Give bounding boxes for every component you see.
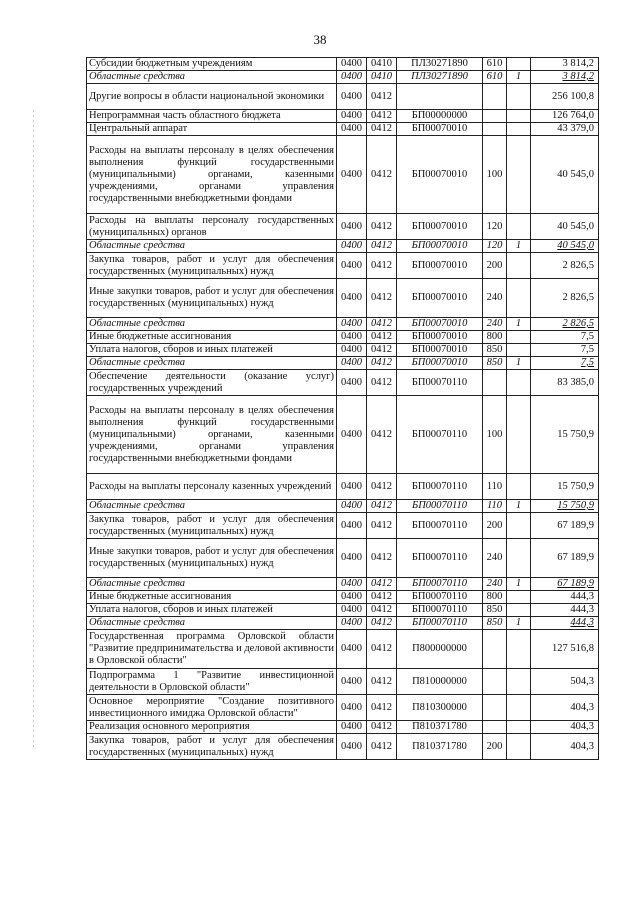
subsection-code-cell: 0412 <box>367 318 397 331</box>
funding-source-cell: 1 <box>507 318 531 331</box>
funding-source-cell <box>507 721 531 734</box>
row-name-cell: Центральный аппарат <box>87 123 337 136</box>
section-code-cell: 0400 <box>337 253 367 279</box>
row-name-cell: Непрограммная часть областного бюджета <box>87 110 337 123</box>
subsection-code-cell: 0412 <box>367 357 397 370</box>
expense-type-cell: 100 <box>483 136 507 214</box>
table-row <box>87 58 599 71</box>
table-row <box>87 500 599 513</box>
section-code-cell: 0400 <box>337 734 367 760</box>
table-row <box>87 474 599 500</box>
subsection-code-cell: 0412 <box>367 240 397 253</box>
table-row <box>87 123 599 136</box>
expense-type-cell: 610 <box>483 71 507 84</box>
table-row <box>87 669 599 695</box>
row-name-cell: Иные закупки товаров, работ и услуг для обеспечения государственных (муниципальных) нужд <box>87 279 337 318</box>
expense-type-cell: 610 <box>483 58 507 71</box>
subsection-code-cell: 0412 <box>367 344 397 357</box>
target-article-cell: БП00070110 <box>397 396 483 474</box>
row-name-cell: Областные средства <box>87 240 337 253</box>
row-name-cell: Государственная программа Орловской области "Развитие предпринимательства и деловой активности в Орловской области" <box>87 630 337 669</box>
amount-cell: 15 750,9 <box>531 396 599 474</box>
subsection-code-cell: 0412 <box>367 591 397 604</box>
subsection-code-cell: 0412 <box>367 123 397 136</box>
amount-cell: 7,5 <box>531 331 599 344</box>
target-article-cell: П810371780 <box>397 734 483 760</box>
expense-type-cell <box>483 721 507 734</box>
amount-cell: 444,3 <box>531 591 599 604</box>
amount-cell: 2 826,5 <box>531 318 599 331</box>
target-article-cell: БП00070010 <box>397 279 483 318</box>
expense-type-cell: 240 <box>483 539 507 578</box>
amount-cell: 126 764,0 <box>531 110 599 123</box>
target-article-cell: БП00070010 <box>397 214 483 240</box>
funding-source-cell <box>507 591 531 604</box>
row-name-cell: Областные средства <box>87 500 337 513</box>
section-code-cell: 0400 <box>337 110 367 123</box>
amount-cell: 15 750,9 <box>531 500 599 513</box>
section-code-cell: 0400 <box>337 357 367 370</box>
budget-table <box>86 57 599 760</box>
funding-source-cell <box>507 136 531 214</box>
table-row <box>87 253 599 279</box>
subsection-code-cell: 0412 <box>367 110 397 123</box>
table-row <box>87 630 599 669</box>
target-article-cell: БП00070110 <box>397 474 483 500</box>
table-row <box>87 136 599 214</box>
table-row <box>87 370 599 396</box>
section-code-cell: 0400 <box>337 214 367 240</box>
section-code-cell: 0400 <box>337 318 367 331</box>
table-row <box>87 279 599 318</box>
amount-cell: 3 814,2 <box>531 71 599 84</box>
table-row <box>87 357 599 370</box>
funding-source-cell <box>507 84 531 110</box>
amount-cell: 444,3 <box>531 604 599 617</box>
amount-cell: 43 379,0 <box>531 123 599 136</box>
table-row <box>87 513 599 539</box>
row-name-cell: Другие вопросы в области национальной экономики <box>87 84 337 110</box>
amount-cell: 67 189,9 <box>531 578 599 591</box>
row-name-cell: Обеспечение деятельности (оказание услуг) государственных учреждений <box>87 370 337 396</box>
subsection-code-cell: 0412 <box>367 695 397 721</box>
row-name-cell: Закупка товаров, работ и услуг для обеспечения государственных (муниципальных) нужд <box>87 513 337 539</box>
amount-cell: 40 545,0 <box>531 214 599 240</box>
funding-source-cell: 1 <box>507 617 531 630</box>
expense-type-cell: 240 <box>483 279 507 318</box>
expense-type-cell <box>483 695 507 721</box>
subsection-code-cell: 0412 <box>367 331 397 344</box>
target-article-cell: П810300000 <box>397 695 483 721</box>
expense-type-cell: 200 <box>483 253 507 279</box>
subsection-code-cell: 0412 <box>367 396 397 474</box>
target-article-cell: БП00000000 <box>397 110 483 123</box>
target-article-cell: БП00070010 <box>397 240 483 253</box>
expense-type-cell: 240 <box>483 318 507 331</box>
funding-source-cell <box>507 695 531 721</box>
table-row <box>87 721 599 734</box>
amount-cell: 444,3 <box>531 617 599 630</box>
funding-source-cell <box>507 630 531 669</box>
subsection-code-cell: 0412 <box>367 136 397 214</box>
funding-source-cell <box>507 370 531 396</box>
amount-cell: 67 189,9 <box>531 539 599 578</box>
funding-source-cell: 1 <box>507 240 531 253</box>
section-code-cell: 0400 <box>337 123 367 136</box>
section-code-cell: 0400 <box>337 71 367 84</box>
subsection-code-cell: 0412 <box>367 474 397 500</box>
row-name-cell: Закупка товаров, работ и услуг для обеспечения государственных (муниципальных) нужд <box>87 253 337 279</box>
target-article-cell: П810371780 <box>397 721 483 734</box>
expense-type-cell <box>483 84 507 110</box>
target-article-cell: ПЛ30271890 <box>397 71 483 84</box>
section-code-cell: 0400 <box>337 669 367 695</box>
section-code-cell: 0400 <box>337 695 367 721</box>
table-row <box>87 71 599 84</box>
subsection-code-cell: 0410 <box>367 58 397 71</box>
funding-source-cell <box>507 279 531 318</box>
section-code-cell: 0400 <box>337 578 367 591</box>
funding-source-cell <box>507 669 531 695</box>
target-article-cell: П800000000 <box>397 630 483 669</box>
budget-table-body <box>87 58 599 760</box>
subsection-code-cell: 0412 <box>367 84 397 110</box>
amount-cell: 40 545,0 <box>531 136 599 214</box>
row-name-cell: Уплата налогов, сборов и иных платежей <box>87 604 337 617</box>
table-row <box>87 578 599 591</box>
amount-cell: 504,3 <box>531 669 599 695</box>
subsection-code-cell: 0412 <box>367 721 397 734</box>
amount-cell: 40 545,0 <box>531 240 599 253</box>
expense-type-cell <box>483 370 507 396</box>
table-row <box>87 318 599 331</box>
funding-source-cell <box>507 58 531 71</box>
table-row <box>87 604 599 617</box>
funding-source-cell <box>507 344 531 357</box>
funding-source-cell <box>507 214 531 240</box>
row-name-cell: Областные средства <box>87 357 337 370</box>
subsection-code-cell: 0412 <box>367 214 397 240</box>
target-article-cell: БП00070010 <box>397 318 483 331</box>
subsection-code-cell: 0412 <box>367 604 397 617</box>
target-article-cell: БП00070110 <box>397 539 483 578</box>
target-article-cell: БП00070110 <box>397 578 483 591</box>
amount-cell: 3 814,2 <box>531 58 599 71</box>
row-name-cell: Иные бюджетные ассигнования <box>87 591 337 604</box>
funding-source-cell <box>507 474 531 500</box>
amount-cell: 256 100,8 <box>531 84 599 110</box>
section-code-cell: 0400 <box>337 513 367 539</box>
amount-cell: 127 516,8 <box>531 630 599 669</box>
funding-source-cell <box>507 253 531 279</box>
target-article-cell: БП00070010 <box>397 123 483 136</box>
amount-cell: 15 750,9 <box>531 474 599 500</box>
row-name-cell: Уплата налогов, сборов и иных платежей <box>87 344 337 357</box>
section-code-cell: 0400 <box>337 84 367 110</box>
amount-cell: 83 385,0 <box>531 370 599 396</box>
amount-cell: 2 826,5 <box>531 279 599 318</box>
row-name-cell: Расходы на выплаты персоналу государственных (муниципальных) органов <box>87 214 337 240</box>
expense-type-cell: 850 <box>483 617 507 630</box>
target-article-cell: БП00070110 <box>397 604 483 617</box>
amount-cell: 404,3 <box>531 695 599 721</box>
funding-source-cell: 1 <box>507 500 531 513</box>
section-code-cell: 0400 <box>337 474 367 500</box>
row-name-cell: Расходы на выплаты персоналу в целях обеспечения выполнения функций государственными (муниципальными) органами, казенными учреждениями, органами управления государственными внебюджетными фондами <box>87 136 337 214</box>
target-article-cell: БП00070010 <box>397 357 483 370</box>
expense-type-cell: 850 <box>483 604 507 617</box>
amount-cell: 67 189,9 <box>531 513 599 539</box>
section-code-cell: 0400 <box>337 240 367 253</box>
row-name-cell: Основное мероприятие "Создание позитивного инвестиционного имиджа Орловской области" <box>87 695 337 721</box>
row-name-cell: Областные средства <box>87 578 337 591</box>
expense-type-cell: 800 <box>483 591 507 604</box>
table-row <box>87 617 599 630</box>
row-name-cell: Подпрограмма 1 "Развитие инвестиционной деятельности в Орловской области" <box>87 669 337 695</box>
target-article-cell: ПЛ30271890 <box>397 58 483 71</box>
funding-source-cell <box>507 539 531 578</box>
table-row <box>87 344 599 357</box>
section-code-cell: 0400 <box>337 721 367 734</box>
target-article-cell: БП00070110 <box>397 370 483 396</box>
section-code-cell: 0400 <box>337 58 367 71</box>
target-article-cell: БП00070010 <box>397 344 483 357</box>
expense-type-cell: 120 <box>483 240 507 253</box>
funding-source-cell <box>507 513 531 539</box>
subsection-code-cell: 0412 <box>367 539 397 578</box>
row-name-cell: Реализация основного мероприятия <box>87 721 337 734</box>
expense-type-cell <box>483 123 507 136</box>
expense-type-cell: 850 <box>483 344 507 357</box>
section-code-cell: 0400 <box>337 331 367 344</box>
table-row <box>87 110 599 123</box>
expense-type-cell: 200 <box>483 734 507 760</box>
funding-source-cell: 1 <box>507 578 531 591</box>
expense-type-cell: 850 <box>483 357 507 370</box>
row-name-cell: Областные средства <box>87 71 337 84</box>
target-article-cell: БП00070110 <box>397 513 483 539</box>
subsection-code-cell: 0410 <box>367 71 397 84</box>
row-name-cell: Иные бюджетные ассигнования <box>87 331 337 344</box>
expense-type-cell: 800 <box>483 331 507 344</box>
table-row <box>87 396 599 474</box>
funding-source-cell <box>507 734 531 760</box>
subsection-code-cell: 0412 <box>367 500 397 513</box>
section-code-cell: 0400 <box>337 617 367 630</box>
expense-type-cell: 100 <box>483 396 507 474</box>
expense-type-cell: 110 <box>483 500 507 513</box>
section-code-cell: 0400 <box>337 136 367 214</box>
row-name-cell: Субсидии бюджетным учреждениям <box>87 58 337 71</box>
funding-source-cell <box>507 604 531 617</box>
target-article-cell: БП00070010 <box>397 331 483 344</box>
row-name-cell: Закупка товаров, работ и услуг для обеспечения государственных (муниципальных) нужд <box>87 734 337 760</box>
section-code-cell: 0400 <box>337 396 367 474</box>
target-article-cell: БП00070110 <box>397 500 483 513</box>
subsection-code-cell: 0412 <box>367 617 397 630</box>
amount-cell: 404,3 <box>531 721 599 734</box>
funding-source-cell <box>507 123 531 136</box>
funding-source-cell <box>507 110 531 123</box>
target-article-cell <box>397 84 483 110</box>
expense-type-cell: 110 <box>483 474 507 500</box>
subsection-code-cell: 0412 <box>367 669 397 695</box>
section-code-cell: 0400 <box>337 539 367 578</box>
amount-cell: 2 826,5 <box>531 253 599 279</box>
funding-source-cell: 1 <box>507 357 531 370</box>
subsection-code-cell: 0412 <box>367 253 397 279</box>
table-row <box>87 331 599 344</box>
subsection-code-cell: 0412 <box>367 370 397 396</box>
target-article-cell: БП00070010 <box>397 253 483 279</box>
subsection-code-cell: 0412 <box>367 513 397 539</box>
section-code-cell: 0400 <box>337 591 367 604</box>
funding-source-cell: 1 <box>507 71 531 84</box>
row-name-cell: Расходы на выплаты персоналу казенных учреждений <box>87 474 337 500</box>
table-row <box>87 214 599 240</box>
section-code-cell: 0400 <box>337 500 367 513</box>
section-code-cell: 0400 <box>337 279 367 318</box>
table-row <box>87 591 599 604</box>
target-article-cell: БП00070110 <box>397 591 483 604</box>
expense-type-cell: 240 <box>483 578 507 591</box>
amount-cell: 7,5 <box>531 357 599 370</box>
subsection-code-cell: 0412 <box>367 734 397 760</box>
section-code-cell: 0400 <box>337 604 367 617</box>
table-row <box>87 734 599 760</box>
amount-cell: 7,5 <box>531 344 599 357</box>
table-row <box>87 84 599 110</box>
funding-source-cell <box>507 331 531 344</box>
amount-cell: 404,3 <box>531 734 599 760</box>
target-article-cell: П810000000 <box>397 669 483 695</box>
target-article-cell: БП00070110 <box>397 617 483 630</box>
row-name-cell: Областные средства <box>87 617 337 630</box>
expense-type-cell: 120 <box>483 214 507 240</box>
expense-type-cell: 200 <box>483 513 507 539</box>
subsection-code-cell: 0412 <box>367 630 397 669</box>
table-row <box>87 695 599 721</box>
expense-type-cell <box>483 669 507 695</box>
expense-type-cell <box>483 110 507 123</box>
page-number: 38 <box>313 32 327 47</box>
row-name-cell: Расходы на выплаты персоналу в целях обеспечения выполнения функций государственными (муниципальными) органами, казенными учреждениями, органами управления государственными внебюджетными фондами <box>87 396 337 474</box>
funding-source-cell <box>507 396 531 474</box>
table-row <box>87 240 599 253</box>
subsection-code-cell: 0412 <box>367 279 397 318</box>
row-name-cell: Иные закупки товаров, работ и услуг для обеспечения государственных (муниципальных) нужд <box>87 539 337 578</box>
target-article-cell: БП00070010 <box>397 136 483 214</box>
subsection-code-cell: 0412 <box>367 578 397 591</box>
row-name-cell: Областные средства <box>87 318 337 331</box>
section-code-cell: 0400 <box>337 630 367 669</box>
table-row <box>87 539 599 578</box>
scan-edge-mark <box>33 110 34 750</box>
section-code-cell: 0400 <box>337 344 367 357</box>
section-code-cell: 0400 <box>337 370 367 396</box>
expense-type-cell <box>483 630 507 669</box>
